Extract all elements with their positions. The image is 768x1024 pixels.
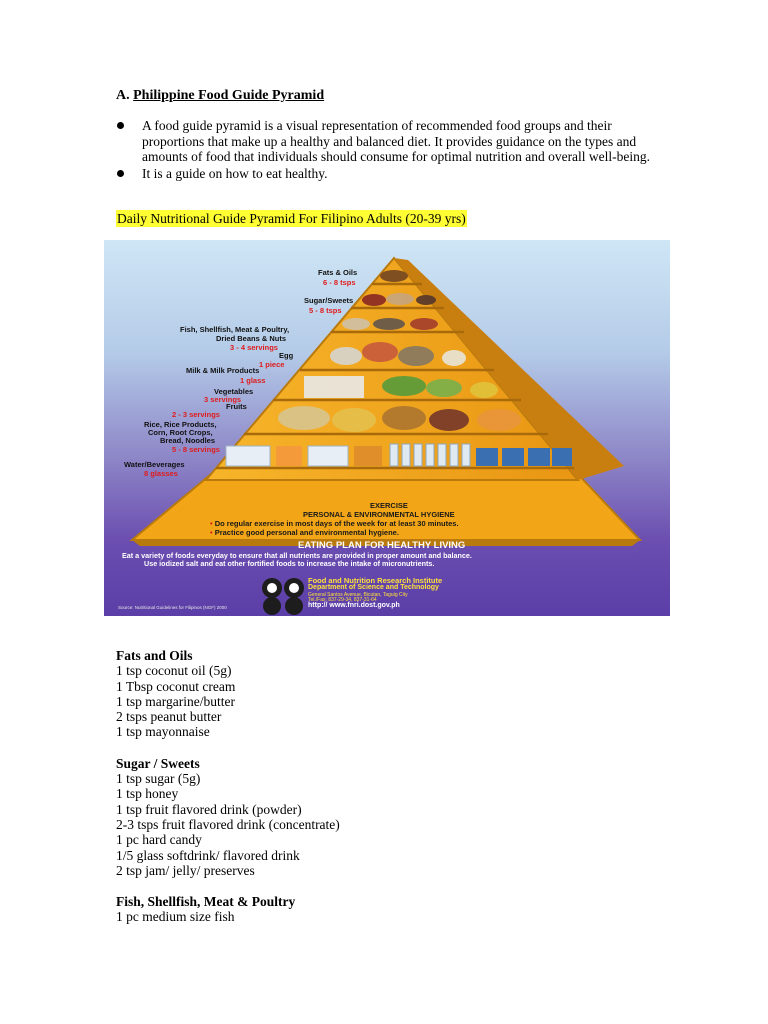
list-item: 1 pc medium size fish xyxy=(116,909,235,925)
level-label-milk: Milk & Milk Products xyxy=(186,366,260,375)
institute-dept: Department of Science and Technology xyxy=(308,584,439,591)
level-serving-fruits: 2 - 3 servings xyxy=(172,410,220,419)
list-item: 2-3 tsps fruit flavored drink (concentrate) xyxy=(116,816,340,832)
list-item: 2 tsps peanut butter xyxy=(116,709,222,725)
bullet-item xyxy=(116,166,656,182)
list-item: 2 tsp jam/ jelly/ preserves xyxy=(116,862,255,878)
list-item: 1 tsp sugar (5g) xyxy=(116,771,201,787)
group-sugar-sweets xyxy=(116,756,340,878)
institute-url: http:// www.fnri.dost.gov.ph xyxy=(308,602,400,609)
level-label-rice: Rice, Rice Products, xyxy=(144,420,217,429)
institute-address: General Santos Avenue, Bicutan, Taguig City xyxy=(308,592,408,598)
bullet-icon xyxy=(117,170,124,177)
level-label-fats: Fats & Oils xyxy=(318,268,358,277)
level-serving-rice: 5 - 8 servings xyxy=(172,445,220,454)
section-prefix: A. xyxy=(116,88,134,103)
eating-plan-line-2: Use iodized salt and eat other fortified foods to increase the intake of micronutrients. xyxy=(144,559,435,568)
level-serving-water: 8 glasses xyxy=(144,469,178,478)
level-serving-fish: 3 - 4 servings xyxy=(230,343,278,352)
level-serving-egg: 1 piece xyxy=(259,360,285,369)
group-title: Fish, Shellfish, Meat & Poultry xyxy=(116,894,296,910)
institute-tel: Tel./Fax: 837-29-34, 837-31-64 xyxy=(308,597,377,603)
institute-name: Food and Nutrition Research Institute xyxy=(308,576,443,585)
list-item: 1 tsp honey xyxy=(116,786,179,802)
figure-source: Source: Nutritional Guidelines for Filipinos (NGF) 2000 xyxy=(118,605,227,610)
hygiene-tip: • Practice good personal and environmental hygiene. xyxy=(210,528,399,537)
level-label-fish: Fish, Shellfish, Meat & Poultry, xyxy=(180,325,290,334)
eating-plan-line-1: Eat a variety of foods everyday to ensure that all nutrients are provided in proper amount and balance. xyxy=(122,551,472,560)
list-item: 1 tsp fruit flavored drink (powder) xyxy=(116,801,302,817)
level-serving-fats: 6 - 8 tsps xyxy=(323,278,356,287)
list-item: 1 tsp mayonnaise xyxy=(116,724,210,740)
level-label-sugar: Sugar/Sweets xyxy=(304,296,354,305)
section-title: Philippine Food Guide Pyramid xyxy=(133,88,325,103)
fnri-logo xyxy=(262,578,304,615)
list-item: 1 tsp margarine/butter xyxy=(116,693,235,709)
group-title: Sugar / Sweets xyxy=(116,755,200,771)
group-fats-oils xyxy=(116,648,340,740)
level-label-vegetables: Vegetables xyxy=(214,387,254,396)
serving-lists xyxy=(116,648,340,941)
hygiene-title: PERSONAL & ENVIRONMENTAL HYGIENE xyxy=(303,510,455,519)
list-item: 1 Tbsp coconut cream xyxy=(116,678,236,694)
level-label-rice-2: Corn, Root Crops, xyxy=(148,428,213,437)
bullet-list xyxy=(116,118,656,181)
bullet-text: It is a guide on how to eat healthy. xyxy=(142,165,328,181)
level-label-water: Water/Beverages xyxy=(124,460,185,469)
list-item: 1 tsp coconut oil (5g) xyxy=(116,663,232,679)
level-label-rice-3: Bread, Noodles xyxy=(160,436,216,445)
level-label-egg: Egg xyxy=(279,351,294,360)
list-item: 1 pc hard candy xyxy=(116,832,202,848)
food-pyramid-figure xyxy=(104,240,670,616)
bullet-text: A food guide pyramid is a visual representation of recommended food groups and their proportions that make up a healthy and balanced diet. It provides guidance on the types and amounts of food that individuals should consume for optimal nutrition and overall well-being. xyxy=(142,118,651,164)
list-item: 1/5 glass softdrink/ flavored drink xyxy=(116,847,300,863)
exercise-title: EXERCISE xyxy=(370,501,408,510)
group-title: Fats and Oils xyxy=(116,648,193,663)
level-serving-sugar: 5 - 8 tsps xyxy=(309,306,342,315)
pyramid-subtitle: Daily Nutritional Guide Pyramid For Filipino Adults (20-39 yrs) xyxy=(117,211,466,226)
level-serving-vegetables: 3 servings xyxy=(204,395,242,404)
group-fish-meat xyxy=(116,894,340,925)
exercise-tip: • Do regular exercise in most days of the week for at least 30 minutes. xyxy=(210,519,459,528)
bullet-item xyxy=(116,118,656,165)
eating-plan-title: EATING PLAN FOR HEALTHY LIVING xyxy=(298,540,466,551)
section-heading xyxy=(116,88,324,104)
level-serving-milk: 1 glass xyxy=(240,376,266,385)
level-label-fruits: Fruits xyxy=(226,402,247,411)
level-label-fish-2: Dried Beans & Nuts xyxy=(216,334,287,343)
bullet-icon xyxy=(117,122,124,129)
